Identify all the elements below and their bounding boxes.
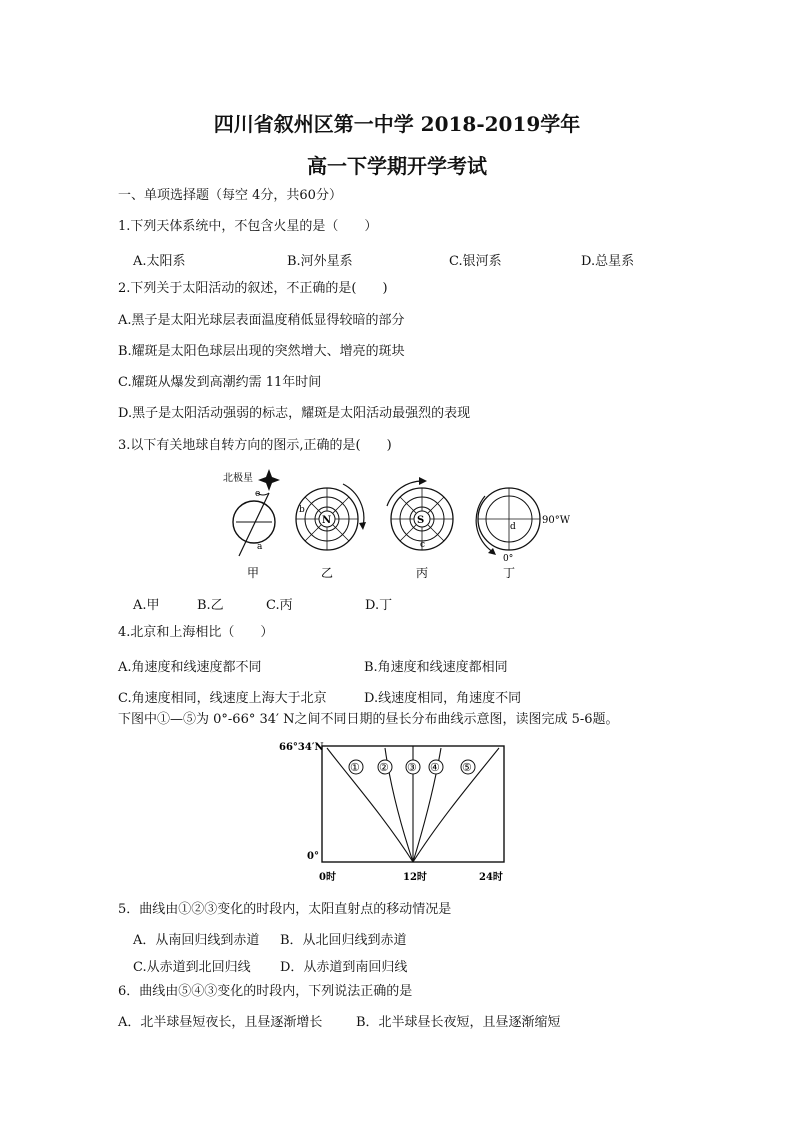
q1-option-c: C.银河系	[449, 254, 502, 269]
q5-option-c: C.从赤道到北回归线	[133, 960, 251, 975]
figure-label-ding: 丁	[503, 566, 516, 580]
q4-stem: 4.北京和上海相比（ ）	[118, 625, 274, 640]
q1-option-d: D.总星系	[581, 254, 635, 269]
q5-option-a: A．从南回归线到赤道	[133, 933, 260, 948]
letter-a: a	[257, 542, 263, 552]
curve-label-1: ①	[350, 761, 360, 774]
q3-stem: 3.以下有关地球自转方向的图示,正确的是( )	[118, 438, 392, 453]
q4-option-d: D.线速度相同，角速度不同	[364, 691, 522, 706]
curve-label-3: ③	[407, 761, 417, 774]
arrowhead-yi-icon	[359, 522, 366, 530]
q6-option-b: B．北半球昼长夜短，且昼逐渐缩短	[356, 1015, 561, 1030]
section-heading: 一、单项选择题（每空 4分，共60分）	[118, 188, 342, 203]
letter-e: e	[255, 489, 261, 499]
rotation-arrow-yi	[343, 484, 364, 526]
polaris-star-icon	[258, 469, 280, 491]
center-s: S	[417, 515, 425, 526]
letter-c: c	[420, 540, 426, 550]
x-label-24: 24时	[479, 872, 503, 883]
curve-label-2: ②	[379, 761, 389, 774]
intro-5-6: 下图中①—⑤为 0°-66° 34′ N之间不同日期的昼长分布曲线示意图，读图完成 5-6题。	[118, 712, 619, 727]
q3-option-b: B.乙	[197, 598, 224, 613]
lon-90w: 90°W	[542, 515, 571, 526]
q4-option-b: B.角速度和线速度都相同	[364, 660, 508, 675]
q3-option-a: A.甲	[133, 598, 160, 613]
q3-option-c: C.丙	[266, 598, 293, 613]
polaris-label: 北极星	[223, 473, 253, 484]
q1-option-b: B.河外星系	[287, 254, 353, 269]
q5-stem: 5．曲线由①②③变化的时段内，太阳直射点的移动情况是	[118, 902, 452, 917]
day-length-figure	[275, 738, 520, 886]
letter-b: b	[299, 505, 305, 515]
curve-label-4: ④	[430, 761, 440, 774]
q1-stem: 1.下列天体系统中，不包含火星的是（ ）	[118, 219, 378, 234]
q5-option-d: D．从赤道到南回归线	[280, 960, 408, 975]
figure-label-yi: 乙	[321, 566, 334, 580]
q2-option-d: D.黑子是太阳活动强弱的标志，耀斑是太阳活动最强烈的表现	[118, 406, 471, 421]
polar-view-ding	[478, 488, 540, 550]
exam-title-line2: 高一下学期开学考试	[307, 154, 487, 178]
lat-bottom-label: 0°	[307, 851, 319, 862]
exam-title-line1: 四川省叙州区第一中学 2018-2019学年	[213, 112, 581, 136]
q3-option-d: D.丁	[365, 598, 393, 613]
q2-stem: 2.下列关于太阳活动的叙述，不正确的是( )	[118, 281, 388, 296]
letter-d: d	[510, 522, 516, 532]
q5-option-b: B．从北回归线到赤道	[280, 933, 407, 948]
arrowhead-bing-icon	[419, 477, 427, 485]
q6-stem: 6．曲线由⑤④③变化的时段内，下列说法正确的是	[118, 984, 413, 999]
x-label-12: 12时	[403, 872, 427, 883]
center-n: N	[322, 515, 332, 526]
curve-1	[327, 748, 413, 862]
q1-option-a: A.太阳系	[133, 254, 186, 269]
curve-5	[413, 748, 499, 862]
q2-option-c: C.耀斑从爆发到高潮约需 11年时间	[118, 375, 322, 390]
lon-0: 0°	[503, 554, 514, 564]
q2-option-a: A.黑子是太阳光球层表面温度稍低显得较暗的部分	[118, 313, 405, 328]
q4-option-a: A.角速度和线速度都不同	[118, 660, 262, 675]
lat-top-label: 66°34′N	[279, 742, 324, 753]
x-label-0: 0时	[319, 872, 336, 883]
curve-label-5: ⑤	[462, 761, 472, 774]
q2-option-b: B.耀斑是太阳色球层出现的突然增大、增亮的斑块	[118, 344, 405, 359]
q6-option-a: A．北半球昼短夜长，且昼逐渐增长	[118, 1015, 323, 1030]
figure-label-bing: 丙	[416, 566, 429, 580]
earth-axis	[239, 493, 269, 556]
q4-option-c: C.角速度相同，线速度上海大于北京	[118, 691, 327, 706]
earth-rotation-figure	[215, 466, 580, 584]
figure-label-jia: 甲	[247, 566, 260, 580]
